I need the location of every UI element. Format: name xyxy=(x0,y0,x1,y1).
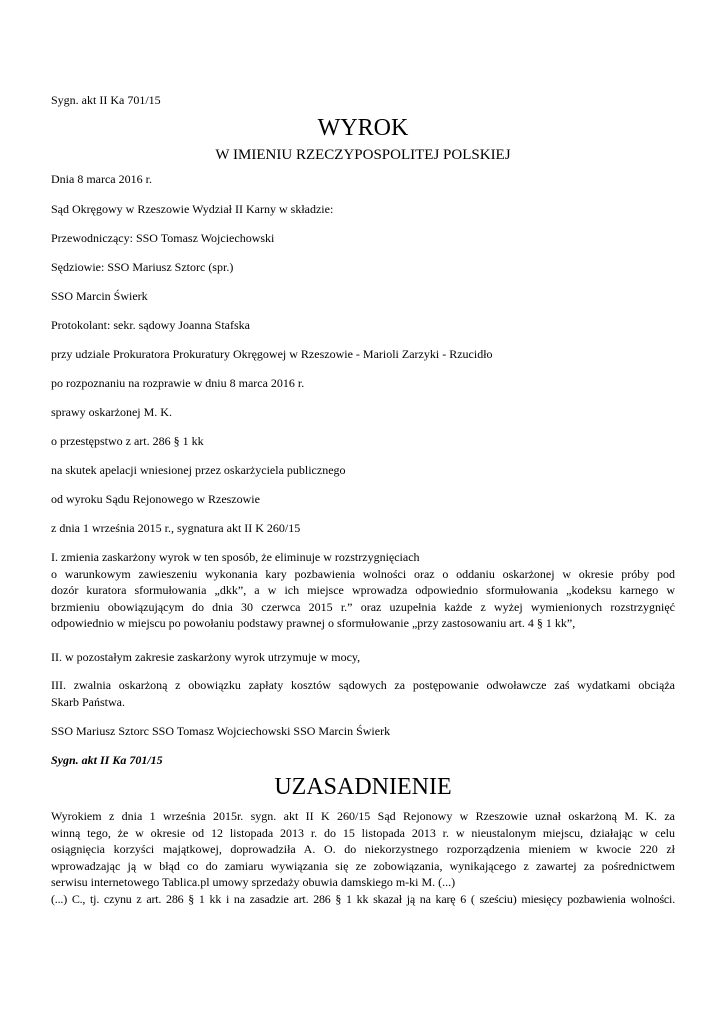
lower-court-info: od wyroku Sądu Rejonowego w Rzeszowie xyxy=(51,492,260,506)
point-3-line: III. zwalnia oskarżoną z obowiązku zapłaty kosztów sądowych za postępowanie odwoławcze zaś wydatkami obciąża xyxy=(51,678,675,692)
judge-second: SSO Marcin Świerk xyxy=(51,289,148,303)
point-1-line: o warunkowym zawieszeniu wykonania kary pozbawienia wolności oraz o oddaniu oskarżonej w okresie próby pod xyxy=(51,566,675,581)
lower-judgment-date: z dnia 1 września 2015 r., sygnatura akt II K 260/15 xyxy=(51,521,301,535)
offense-info: o przestępstwo z art. 286 § 1 kk xyxy=(51,434,204,448)
justification-line: (...) C., tj. czynu z art. 286 § 1 kk i na zasadzie art. 286 § 1 kk skazał ją na karę 6 ( sześciu) miesięcy pozbawienia wolności. xyxy=(51,891,675,906)
justification-line: serwisu internetowego Tablica.pl umowy sprzedaży obuwia damskiego m-ki M. (...) xyxy=(51,875,456,889)
point-3-line: Skarb Państwa. xyxy=(51,694,125,709)
chairman: Przewodniczący: SSO Tomasz Wojciechowski xyxy=(51,231,275,245)
ruling-point-1 xyxy=(51,549,675,632)
case-info: sprawy oskarżonej M. K. xyxy=(51,405,172,419)
judges: Sędziowie: SSO Mariusz Sztorc (spr.) xyxy=(51,260,234,274)
hearing-info: po rozpoznaniu na rozprawie w dniu 8 marca 2016 r. xyxy=(51,376,305,390)
ruling-point-3 xyxy=(51,677,675,710)
justification-line: osiągnięcia korzyści majątkowej, doprowadziła A. O. do niekorzystnego rozporządzenia mieniem w kwocie 220 zł xyxy=(51,842,675,856)
ruling-point-2: II. w pozostałym zakresie zaskarżony wyrok utrzymuje w mocy, xyxy=(51,650,361,664)
point-1-line: I. zmienia zaskarżony wyrok w ten sposób, że eliminuje w rozstrzygnięciach xyxy=(51,550,420,564)
case-signature-bottom: Sygn. akt II Ka 701/15 xyxy=(51,753,163,767)
justification-line: winną tego, że w okresie od 12 listopada 2013 r. do 15 listopada 2013 r. w nieustalonym miejscu, działając w celu xyxy=(51,825,675,840)
point-1-line: dozór kuratora sformułowania „dkk”, a w ich miejsce wprowadza odpowiednio sformułowania „kodeksu karnego w xyxy=(51,583,675,597)
judgment-title: WYROK xyxy=(317,115,409,141)
justification-line: wprowadzając ją w błąd co do zamiaru wywiązania się ze zobowiązania, wynikającego z zawartej za pośrednictwem xyxy=(51,858,675,873)
judgment-date: Dnia 8 marca 2016 r. xyxy=(51,172,152,186)
justification-paragraph xyxy=(51,808,675,907)
court-composition: Sąd Okręgowy w Rzeszowie Wydział II Karny w składzie: xyxy=(51,202,334,216)
prosecutor: przy udziale Prokuratora Prokuratury Okręgowej w Rzeszowie - Marioli Zarzyki - Rzucidło xyxy=(51,347,493,361)
clerk: Protokolant: sekr. sądowy Joanna Stafska xyxy=(51,318,250,332)
judges-signatures: SSO Mariusz Sztorc SSO Tomasz Wojciechowski SSO Marcin Świerk xyxy=(51,724,391,738)
point-1-line: odpowiednio w miejscu po powołaniu podstawy prawnej o sformułowanie „przy zastosowaniu art. 4 § 1 kk”, xyxy=(51,616,576,630)
judgment-subtitle: W IMIENIU RZECZYPOSPOLITEJ POLSKIEJ xyxy=(215,147,511,163)
justification-line: Wyrokiem z dnia 1 września 2015r. sygn. akt II K 260/15 Sąd Rejonowy w Rzeszowie uznał oskarżoną M. K. za xyxy=(51,809,675,823)
case-signature-top: Sygn. akt II Ka 701/15 xyxy=(51,93,161,107)
appeal-info: na skutek apelacji wniesionej przez oskarżyciela publicznego xyxy=(51,463,346,477)
point-1-line: brzmieniu obowiązującym do dnia 30 czerwca 2015 r.” oraz uzupełnia każde z wyżej wymienionych rozstrzygnięć xyxy=(51,599,675,614)
justification-title: UZASADNIENIE xyxy=(274,774,452,800)
